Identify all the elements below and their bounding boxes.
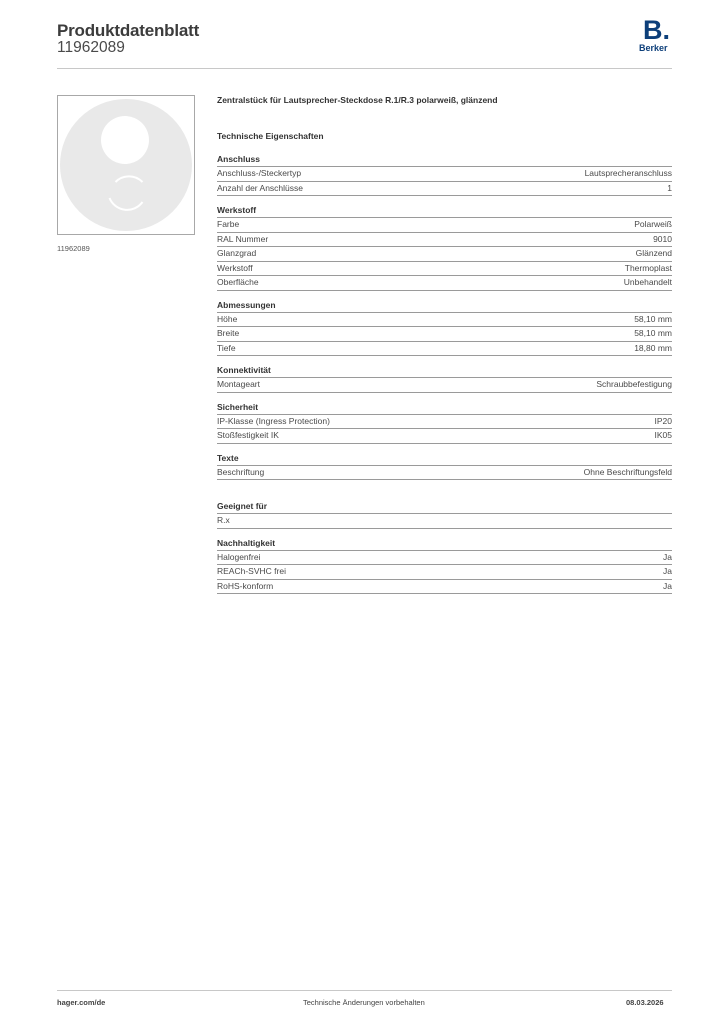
spec-value: Thermoplast <box>624 262 672 273</box>
spec-label: Tiefe <box>217 342 236 353</box>
spec-row <box>217 247 672 262</box>
spec-label: Anzahl der Anschlüsse <box>217 182 303 193</box>
spec-label: Breite <box>217 328 240 338</box>
section-heading: Anschluss <box>217 153 672 167</box>
spec-value: Unbehandelt <box>623 277 672 287</box>
spec-label: IP-Klasse (Ingress Protection) <box>217 415 330 426</box>
section-heading: Nachhaltigkeit <box>217 537 672 551</box>
spec-row <box>217 429 672 444</box>
spec-value: 9010 <box>653 233 672 244</box>
header-divider <box>57 68 672 69</box>
spec-row <box>217 313 672 328</box>
spec-sections <box>217 153 672 594</box>
spec-value: Ja <box>663 580 672 591</box>
spec-section <box>217 204 672 291</box>
spec-value: Schraubbefestigung <box>596 379 672 389</box>
spec-row <box>217 415 672 430</box>
product-title: Zentralstück für Lautsprecher-Steckdose R.1/R.3 polarweiß, glänzend <box>217 95 498 105</box>
spec-value: IP20 <box>654 415 672 426</box>
spec-row <box>217 514 672 529</box>
logo-mark: B. <box>643 15 670 45</box>
product-illustration <box>58 96 194 234</box>
spec-label: Halogenfrei <box>217 551 261 562</box>
spec-value: Ja <box>663 566 672 576</box>
spec-row <box>217 327 672 342</box>
spec-row <box>217 276 672 291</box>
footer-date: 08.03.2026 <box>626 998 664 1007</box>
section-heading: Abmessungen <box>217 299 672 313</box>
spec-section <box>217 500 672 529</box>
berker-logo <box>639 17 675 55</box>
spec-row <box>217 342 672 357</box>
spec-row <box>217 580 672 595</box>
technical-properties-heading: Technische Eigenschaften <box>217 131 324 141</box>
spec-value: Lautsprecheranschluss <box>584 168 672 178</box>
spec-label: Farbe <box>217 219 240 229</box>
spec-section <box>217 299 672 357</box>
spec-value: Ja <box>663 551 672 562</box>
spec-section <box>217 537 672 595</box>
section-heading: Werkstoff <box>217 204 672 218</box>
product-image <box>57 95 195 235</box>
spec-row <box>217 378 672 393</box>
section-heading: Konnektivität <box>217 364 672 378</box>
section-heading: Texte <box>217 452 672 466</box>
spec-label: R.x <box>217 515 230 525</box>
page-title: Produktdatenblatt <box>57 21 200 40</box>
spec-section <box>217 364 672 393</box>
spec-label: Montageart <box>217 379 260 389</box>
spec-section <box>217 452 672 481</box>
spec-row <box>217 262 672 277</box>
spec-row <box>217 167 672 182</box>
spec-value: Glänzend <box>635 248 672 258</box>
section-heading: Sicherheit <box>217 401 672 415</box>
logo-wordmark: Berker <box>639 43 668 53</box>
article-number: 11962089 <box>57 39 125 56</box>
section-heading: Geeignet für <box>217 500 672 514</box>
spec-label: RAL Nummer <box>217 233 269 244</box>
spec-label: Stoßfestigkeit IK <box>217 430 279 440</box>
spec-label: RoHS-konform <box>217 580 274 591</box>
spec-label: Glanzgrad <box>217 248 257 258</box>
footer-disclaimer: Technische Änderungen vorbehalten <box>303 998 425 1007</box>
spec-value: Ohne Beschriftungsfeld <box>583 466 672 477</box>
spec-row <box>217 182 672 197</box>
spec-value: IK05 <box>654 430 672 440</box>
footer-website: hager.com/de <box>57 998 106 1007</box>
spec-value: Polarweiß <box>634 219 672 229</box>
spec-value: 18,80 mm <box>634 342 672 353</box>
spec-row <box>217 551 672 566</box>
spec-section <box>217 153 672 196</box>
spec-row <box>217 218 672 233</box>
spec-value: 1 <box>667 182 672 193</box>
spec-row <box>217 233 672 248</box>
spec-label: Werkstoff <box>217 262 253 273</box>
spec-label: Beschriftung <box>217 466 265 477</box>
spec-label: Anschluss-/Steckertyp <box>217 168 302 178</box>
spec-row <box>217 466 672 481</box>
spec-value: 58,10 mm <box>634 313 672 324</box>
product-specs <box>217 92 672 594</box>
spec-section <box>217 401 672 444</box>
spec-row <box>217 565 672 580</box>
footer-divider <box>57 990 672 991</box>
spec-label: REACh-SVHC frei <box>217 566 286 576</box>
image-caption: 11962089 <box>57 244 90 253</box>
spec-label: Oberfläche <box>217 277 259 287</box>
spec-label: Höhe <box>217 313 238 324</box>
spec-value: 58,10 mm <box>634 328 672 338</box>
